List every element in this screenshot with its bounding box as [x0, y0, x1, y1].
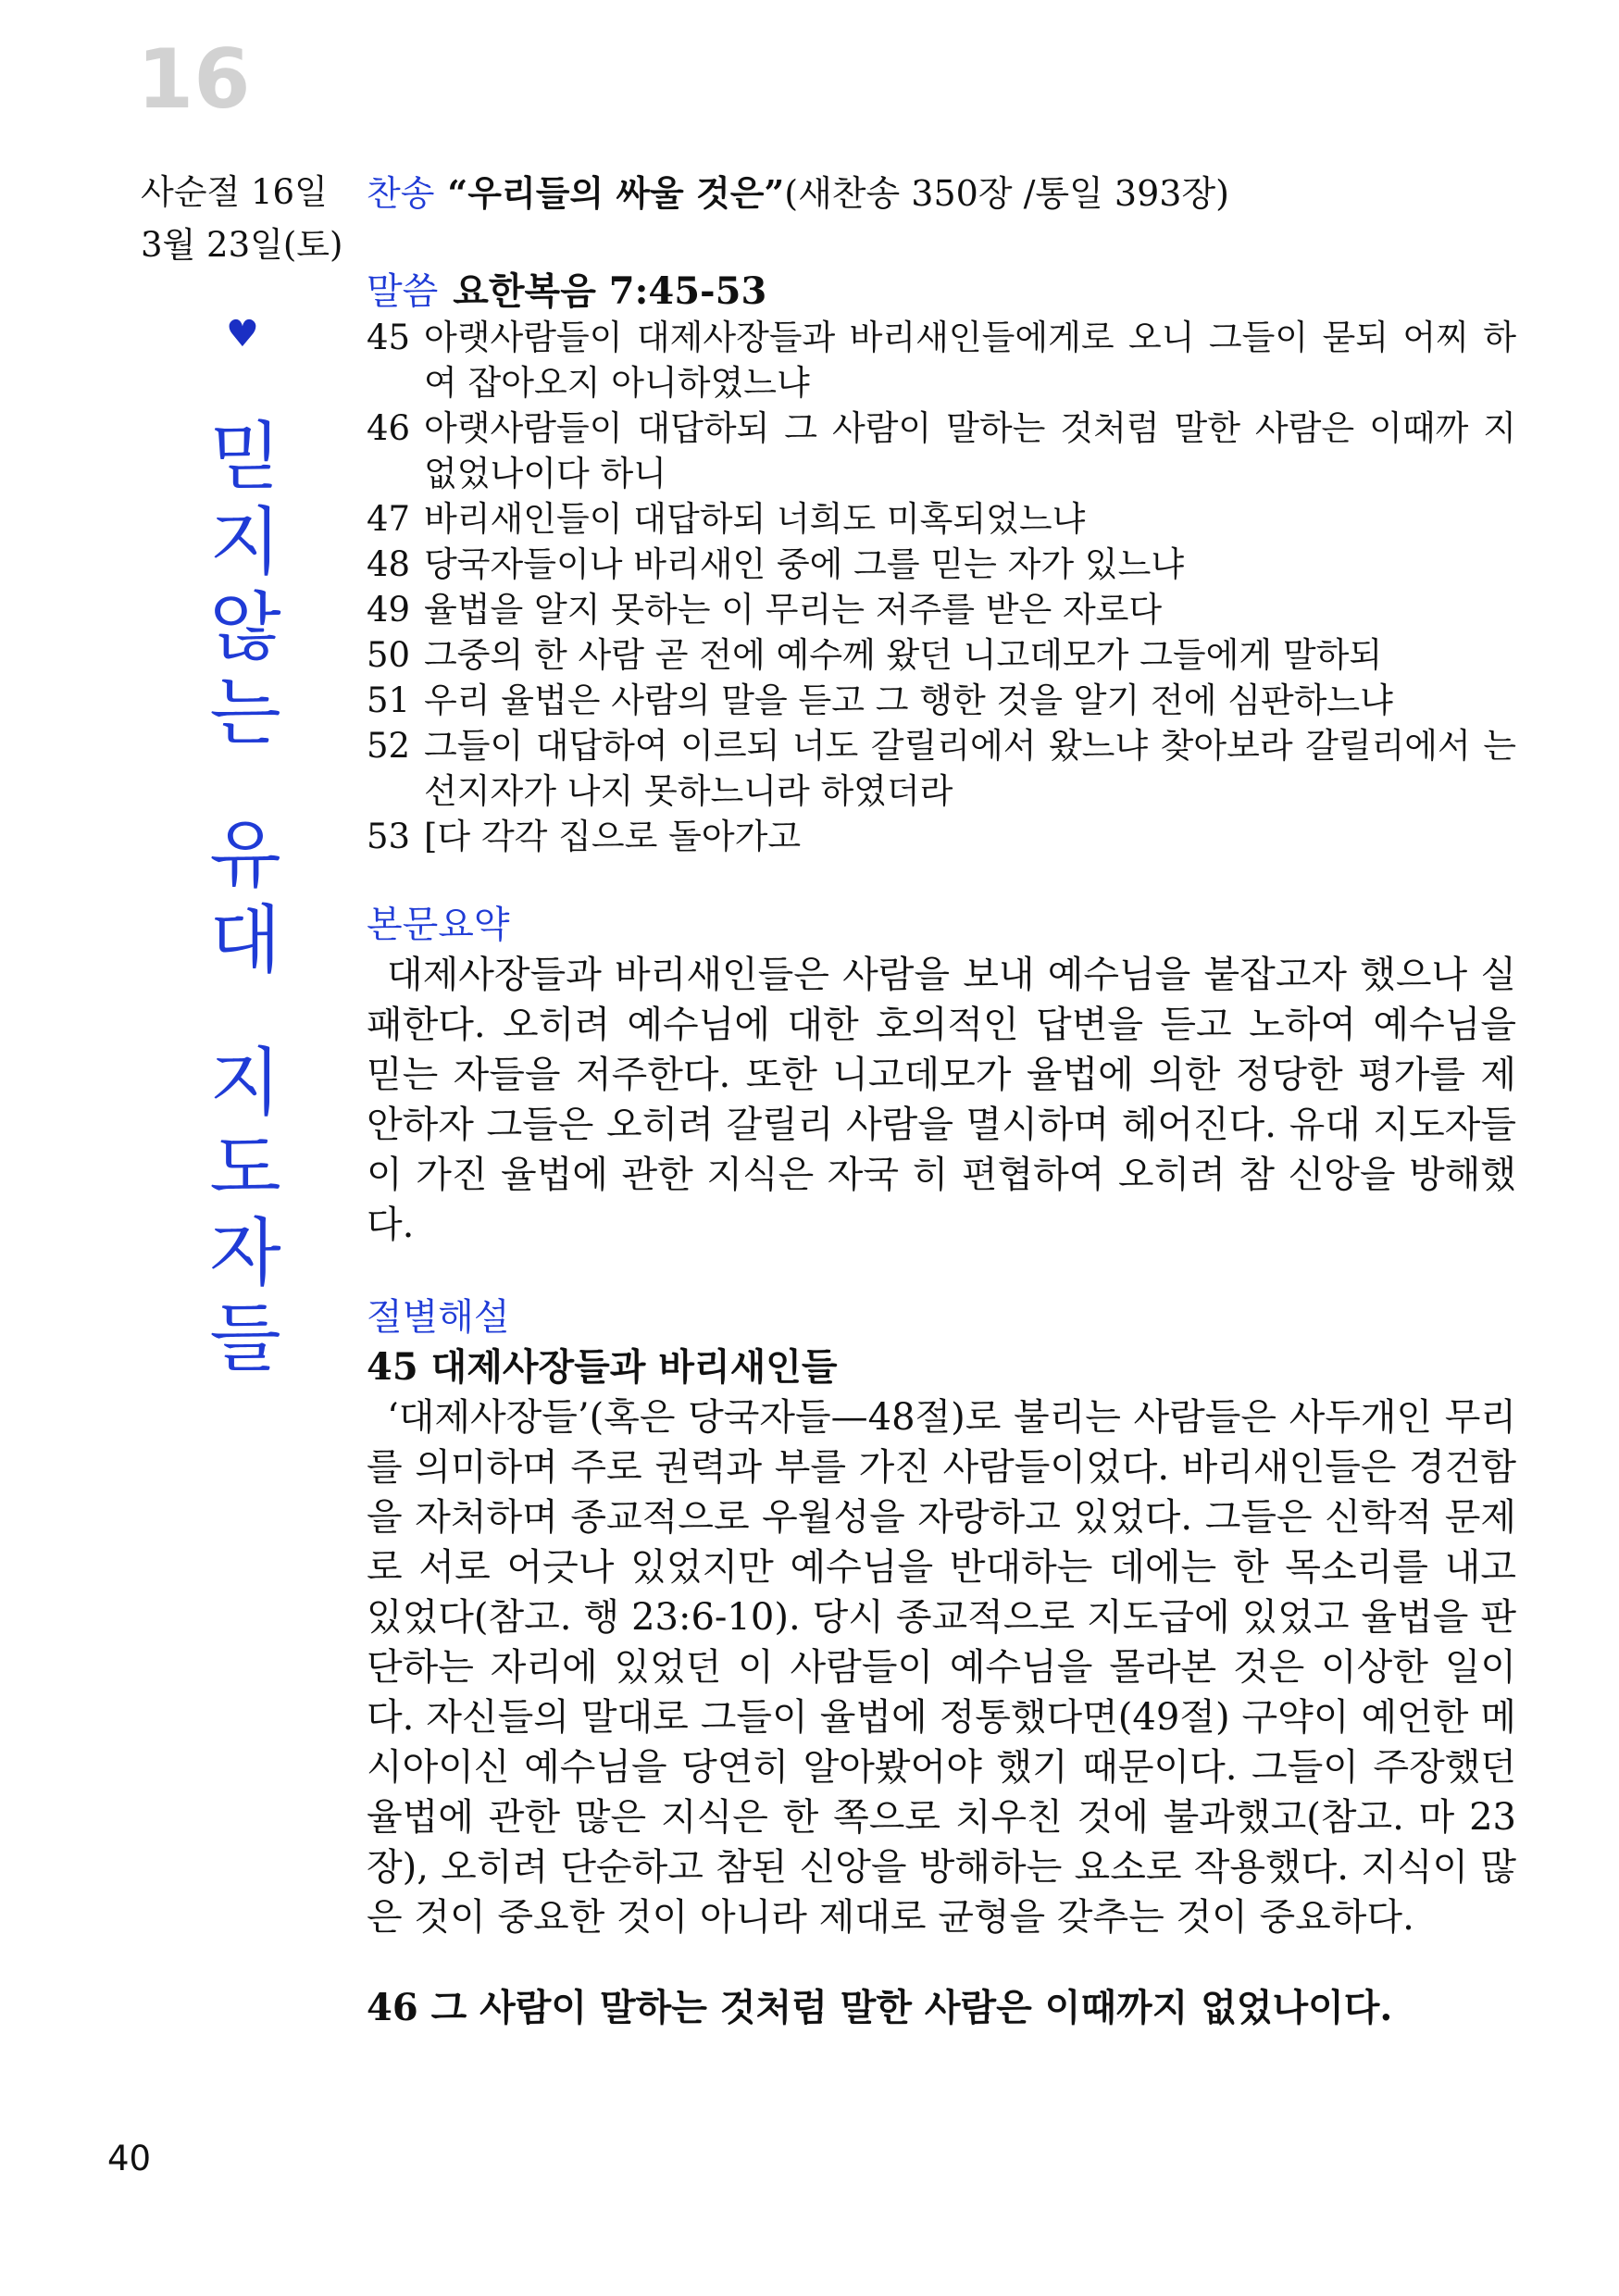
summary-heading: 본문요약 — [367, 904, 510, 946]
scripture-label: 말씀 — [367, 270, 439, 313]
vertical-title-char: 유 — [209, 812, 281, 898]
vertical-title-char: 는 — [209, 669, 281, 755]
vertical-title-char: 자 — [209, 1210, 281, 1296]
hymn-numbers: (새찬송 350장 /통일 393장) — [784, 173, 1229, 214]
verse-number: 49 — [367, 590, 411, 630]
commentary-item-text: ‘대제사장들’(혹은 당국자들—48절)로 불리는 사람들은 사두개인 무리를 의미하며 주로 권력과 부를 가진 사람들이었다. 바리새인들은 경건함을 자처하며 종교적으로 우월성을 자랑하고 있었다. 그들은 신학적 문제로 서로 어긋나 있었지만 예수님을 반대하는 데에는 한 목소리를 내고 있었다(참고. 행 23:6-10). 당시 종교적으로 지도급에 있었고 율법을 판단하는 자리에 있었던 이 사람들이 예수님을 몰라본 것은 이상한 일이다. 자신들의 말대로 그들이 율법에 정통했다면(49절) 구약이 예언한 메시아이신 예수님을 당연히 알아봤어야 했기 때문이다. 그들이 주장했던 율법에 관한 많은 지식은 한 쪽으로 치우친 것에 불과했고(참고. 마 23장), 오히려 단순하고 참된 신앙을 방해하는 요소로 작용했다. 지식이 많은 것이 중요한 것이 아니라 제대로 균형을 갖추는 것이 중요하다. — [367, 1396, 1516, 1939]
verse-text: 우리 율법은 사람의 말을 듣고 그 행한 것을 알기 전에 심판하느냐 — [424, 680, 1393, 720]
verse-text: 율법을 알지 못하는 이 무리는 저주를 받은 자로다 — [424, 590, 1163, 630]
verse-number: 48 — [367, 544, 411, 584]
verse — [367, 496, 1516, 542]
vertical-title-char: 도 — [209, 1125, 281, 1211]
vertical-title-char: 지 — [209, 499, 281, 585]
verse-text: 그들이 대답하여 이르되 너도 갈릴리에서 왔느냐 찾아보라 갈릴리에서 는 선지자가 나지 못하느니라 하였더라 — [424, 726, 1516, 811]
verse-number: 53 — [367, 817, 411, 856]
verse-number: 47 — [367, 499, 411, 539]
verse — [367, 542, 1516, 587]
verse — [367, 723, 1516, 814]
season-day: 사순절 16일 — [141, 172, 328, 212]
verse-text: 당국자들이나 바리새인 중에 그를 믿는 자가 있느냐 — [424, 544, 1185, 584]
page-number: 40 — [107, 2139, 152, 2178]
vertical-title-gap — [194, 983, 296, 1041]
vertical-title — [194, 415, 296, 1381]
verse-text: [다 각각 집으로 돌아가고 — [424, 817, 802, 856]
commentary-item-title: 45 대제사장들과 바리새인들 — [367, 1345, 838, 1389]
vertical-title-gap — [194, 755, 296, 813]
verse-number: 45 — [367, 318, 411, 357]
verse — [367, 315, 1516, 406]
date: 3월 23일(토) — [141, 225, 343, 265]
verse-number: 46 — [367, 408, 411, 448]
scripture-reference: 요한복음 7:45-53 — [453, 269, 767, 313]
vertical-title-char: 않 — [209, 584, 281, 670]
main-content — [367, 268, 1516, 2033]
hymn-title: “우리들의 싸울 것은” — [447, 172, 785, 214]
vertical-title-char: 믿 — [209, 414, 281, 500]
commentary-item-title: 46 그 사람이 말하는 것처럼 말한 사람은 이때까지 없었나이다. — [367, 1986, 1393, 2029]
verse-text: 아랫사람들이 대제사장들과 바리새인들에게로 오니 그들이 묻되 어찌 하여 잡아오지 아니하였느냐 — [424, 318, 1516, 403]
vertical-title-char: 지 — [209, 1040, 281, 1126]
hymn-line — [367, 172, 1229, 216]
summary-text: 대제사장들과 바리새인들은 사람을 보내 예수님을 붙잡고자 했으나 실패한다. 오히려 예수님에 대한 호의적인 답변을 듣고 노하여 예수님을 믿는 자들을 저주한다. 또한 니고데모가 율법에 의한 정당한 평가를 제안하자 그들은 오히려 갈릴리 사람을 멸시하며 헤어진다. 유대 지도자들이 가진 율법에 관한 지식은 자국 히 편협하여 오히려 참 신앙을 방해했다. — [367, 954, 1516, 1246]
commentary-heading: 절별해설 — [367, 1296, 510, 1339]
verse-number: 51 — [367, 680, 411, 720]
verse — [367, 814, 1516, 859]
verse — [367, 406, 1516, 496]
hymn-label: 찬송 — [367, 173, 435, 214]
verse — [367, 678, 1516, 723]
heart-icon: ♥ — [226, 313, 259, 356]
verse-text: 그중의 한 사람 곧 전에 예수께 왔던 니고데모가 그들에게 말하되 — [424, 635, 1383, 675]
verse-text: 아랫사람들이 대답하되 그 사람이 말하는 것처럼 말한 사람은 이때까 지 없었나이다 하니 — [424, 408, 1516, 493]
vertical-title-char: 들 — [209, 1295, 281, 1381]
verse-list — [367, 315, 1516, 859]
scripture-heading — [367, 268, 1516, 315]
verse — [367, 587, 1516, 632]
vertical-title-char: 대 — [209, 897, 281, 983]
verse-text: 바리새인들이 대답하되 너희도 미혹되었느냐 — [424, 499, 1086, 539]
day-number: 16 — [137, 31, 251, 127]
verse-number: 52 — [367, 726, 411, 766]
verse-number: 50 — [367, 635, 411, 675]
verse — [367, 632, 1516, 678]
